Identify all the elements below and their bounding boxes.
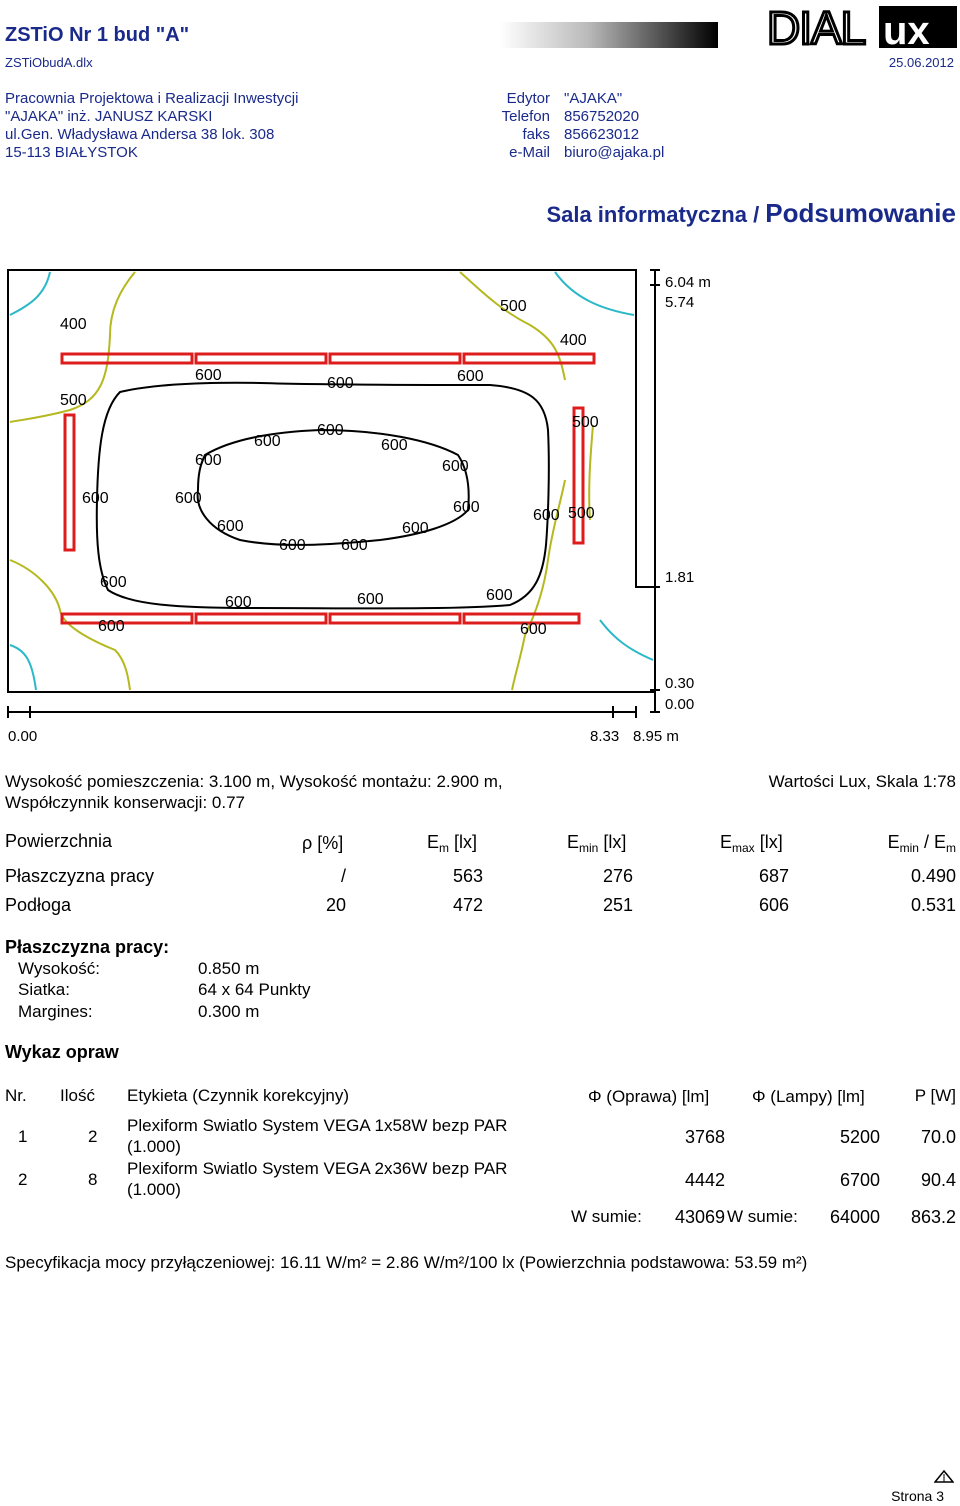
room-height-info: Wysokość pomieszczenia: 3.100 m, Wysokość montażu: 2.900 m, (5, 772, 503, 791)
company-line-4: 15-113 BIAŁYSTOK (5, 144, 138, 161)
iso-label: 600 (341, 537, 368, 554)
surface-ratio: 0.531 (910, 895, 956, 915)
col-surface: Powierzchnia (5, 831, 113, 851)
contact-phone-key: Telefon (501, 108, 550, 125)
iso-label: 600 (442, 458, 469, 475)
iso-label: 500 (572, 414, 599, 431)
surface-emax: 606 (758, 895, 789, 915)
lum-phi-lamps: 6700 (839, 1170, 880, 1190)
lum-nr: 2 (18, 1170, 28, 1189)
isoline-labels (60, 298, 599, 638)
iso-label: 600 (317, 422, 344, 439)
luminaire (65, 415, 74, 550)
iso-label: 600 (327, 375, 354, 392)
surface-name: Płaszczyzna pracy (5, 866, 155, 886)
section-title (546, 198, 956, 229)
contact-editor-value: "AJAKA" (564, 90, 623, 107)
col-phi-lamps: Φ (Lampy) [lm] (752, 1087, 865, 1106)
iso-label: 600 (100, 574, 127, 591)
luminaire (62, 614, 192, 623)
iso-label: 500 (568, 505, 595, 522)
lum-phi-luminaire: 4442 (684, 1170, 725, 1190)
surface-rho: / (340, 866, 346, 886)
col-emax: $E_{max}$ [lx] (720, 832, 783, 855)
lum-nr: 1 (18, 1127, 28, 1146)
luminaire (196, 614, 326, 623)
surface-emin: 251 (602, 895, 633, 915)
col-phi-luminaire: Φ (Oprawa) [lm] (588, 1087, 710, 1106)
header-gradient-bar (500, 22, 718, 48)
iso-label: 600 (195, 367, 222, 384)
dim-label: 0.30 (665, 675, 695, 692)
document-date: 25.06.2012 (888, 55, 954, 70)
iso-label: 400 (560, 332, 587, 349)
iso-label: 400 (60, 316, 87, 333)
iso-label: 500 (60, 392, 87, 409)
lum-qty: 2 (88, 1127, 98, 1146)
sum-power: 863.2 (910, 1207, 956, 1227)
section-room: Sala informatyczna / (546, 202, 766, 227)
svg-text:ux: ux (883, 9, 930, 48)
contact-email-key: e-Mail (509, 144, 550, 161)
workplane-title: Płaszczyzna pracy: (5, 937, 170, 957)
dim-label: 5.74 (665, 294, 695, 311)
workplane-margin-value: 0.300 m (198, 1002, 260, 1021)
section-page: Podsumowanie (765, 198, 956, 228)
sum-label: W sumie: (727, 1207, 798, 1226)
surface-rho: 20 (325, 895, 346, 915)
maintenance-factor: Współczynnik konserwacji: 0.77 (5, 793, 245, 812)
iso-label: 500 (500, 298, 527, 315)
iso-label: 600 (279, 537, 306, 554)
file-name: ZSTiObudA.dlx (5, 55, 93, 70)
iso-label: 600 (82, 490, 109, 507)
surface-ratio: 0.490 (910, 866, 956, 886)
luminaire (464, 354, 594, 363)
col-power: P [W] (914, 1086, 956, 1105)
surface-name: Podłoga (5, 895, 72, 915)
iso-label: 600 (357, 591, 384, 608)
document-title: ZSTiO Nr 1 bud "A" (5, 24, 190, 46)
col-emin: $E_{min}$ [lx] (567, 832, 627, 855)
company-line-2: "AJAKA" inż. JANUSZ KARSKI (5, 108, 213, 125)
iso-label: 600 (520, 621, 547, 638)
lum-phi-lamps: 5200 (839, 1127, 880, 1147)
iso-label: 600 (457, 368, 484, 385)
iso-label: 600 (175, 490, 202, 507)
dim-label: 1.81 (665, 569, 695, 586)
page-number: Strona 3 (891, 1488, 944, 1504)
contact-email-link[interactable]: biuro@ajaka.pl (564, 144, 665, 161)
company-line-1: Pracownia Projektowa i Realizacji Inwestycji (5, 90, 299, 107)
isolux-plan (0, 262, 960, 752)
workplane-height-key: Wysokość: (18, 959, 101, 978)
workplane-grid-key: Siatka: (18, 980, 70, 999)
col-nr: Nr. (5, 1086, 27, 1105)
dimension-right (650, 270, 660, 712)
dialux-logo (765, 2, 957, 48)
iso-label: 600 (402, 520, 429, 537)
luminaire (330, 354, 460, 363)
surface-em: 563 (452, 866, 483, 886)
col-uniformity: $E_{min} / E_m$ (887, 832, 956, 855)
workplane-grid-value: 64 x 64 Punkty (198, 980, 311, 999)
dim-label: 0.00 (665, 696, 695, 713)
iso-label: 600 (533, 507, 560, 524)
lum-phi-luminaire: 3768 (684, 1127, 725, 1147)
col-label: Etykieta (Czynnik korekcyjny) (127, 1086, 350, 1105)
iso-label: 600 (217, 518, 244, 535)
sum-label: W sumie: (571, 1207, 642, 1226)
lum-power: 70.0 (920, 1127, 956, 1147)
luminaire-list-title: Wykaz opraw (5, 1042, 119, 1062)
company-line-3: ul.Gen. Władysława Andersa 38 lok. 308 (5, 126, 275, 143)
contact-fax-key: faks (522, 126, 550, 143)
isoline-600 (97, 383, 549, 609)
sum-phi-luminaire: 43069 (674, 1207, 725, 1227)
iso-label: 600 (98, 618, 125, 635)
dim-label: 0.00 (8, 728, 38, 745)
dimension-bottom (8, 706, 636, 718)
iso-label: 600 (486, 587, 513, 604)
workplane-height-value: 0.850 m (198, 959, 260, 978)
lum-power: 90.4 (920, 1170, 956, 1190)
col-em: $E_m$ [lx] (427, 832, 478, 855)
lum-label: Plexiform Swiatlo System VEGA 1x58W bezp PAR (1.000) (127, 1116, 508, 1156)
luminaires (62, 354, 594, 623)
scale-info: Wartości Lux, Skala 1:78 (768, 772, 956, 791)
dim-label: 8.95 m (633, 728, 679, 745)
luminaire (330, 614, 460, 623)
luminaire (196, 354, 326, 363)
iso-label: 600 (453, 499, 480, 516)
contact-phone-value: 856752020 (564, 108, 640, 125)
iso-label: 600 (381, 437, 408, 454)
workplane-margin-key: Margines: (18, 1002, 93, 1021)
surface-em: 472 (452, 895, 483, 915)
surface-emin: 276 (602, 866, 633, 886)
iso-label: 600 (254, 433, 281, 450)
lum-label: Plexiform Swiatlo System VEGA 2x36W bezp PAR (1.000) (127, 1159, 508, 1199)
sum-phi-lamps: 64000 (829, 1207, 880, 1227)
contact-editor-key: Edytor (506, 90, 550, 107)
lum-qty: 8 (88, 1170, 98, 1189)
col-qty: Ilość (60, 1086, 95, 1105)
svg-text:DIAL: DIAL (767, 2, 866, 48)
power-specification: Specyfikacja mocy przyłączeniowej: 16.11 W/m² = 2.86 W/m²/100 lx (Powierzchnia podstawowa: 53.59 m²) (5, 1253, 808, 1272)
surface-emax: 687 (758, 866, 789, 886)
dim-label: 8.33 (590, 728, 620, 745)
contact-fax-value: 856623012 (564, 126, 640, 143)
col-rho: ρ [%] (302, 833, 344, 853)
iso-label: 600 (195, 452, 222, 469)
iso-label: 600 (225, 594, 252, 611)
luminaire (62, 354, 192, 363)
dim-label: 6.04 m (665, 274, 711, 291)
page-up-icon (934, 1470, 954, 1484)
